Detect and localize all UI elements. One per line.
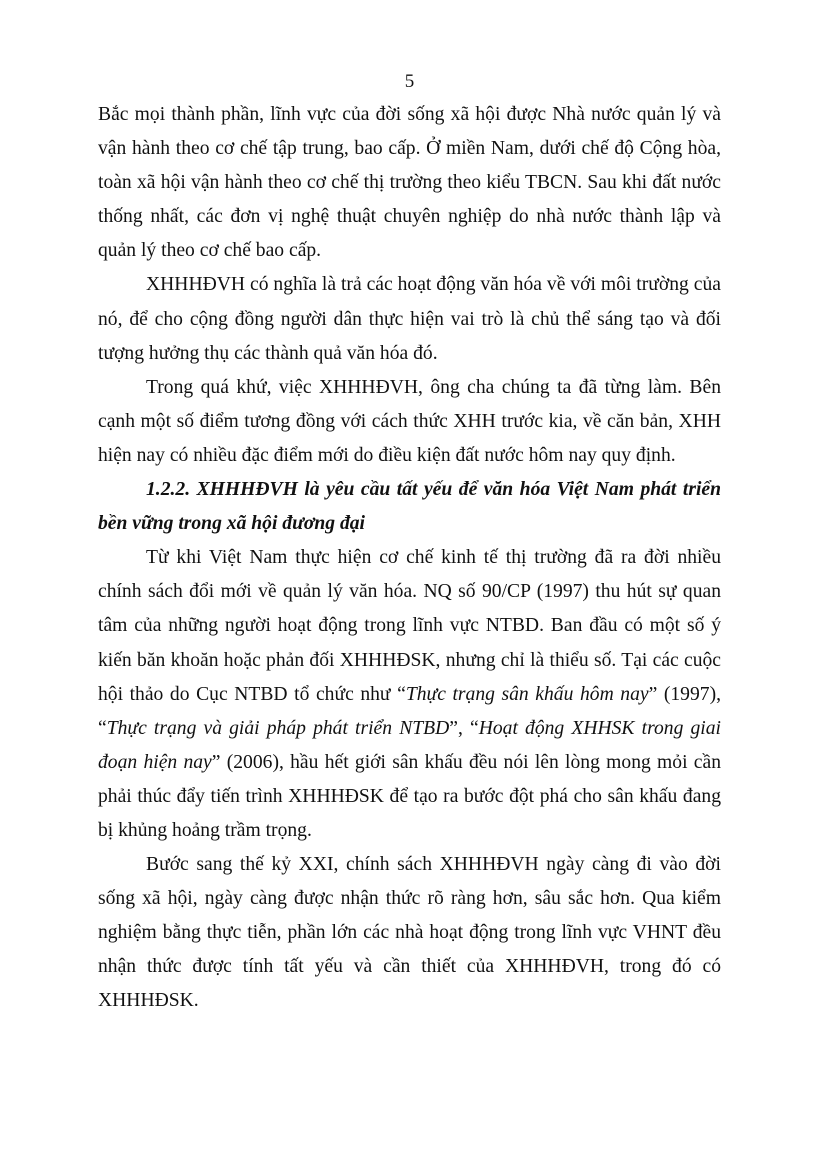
workshop-title-3: Hoạt động XHHSK trong giai đoạn hiện nay: [98, 717, 721, 773]
paragraph-history: Trong quá khứ, việc XHHHĐVH, ông cha chúng ta đã từng làm. Bên cạnh một số điểm tương đồng với cách thức XHH trước kia, về căn bản, XHH hiện nay có nhiều đặc điểm mới do điều kiện đất nước hôm nay quy định.: [98, 376, 721, 466]
workshop-title-1: Thực trạng sân khấu hôm nay: [405, 683, 649, 705]
policy-text-2: ” (1997), “: [98, 683, 722, 739]
document-body: [98, 98, 721, 1019]
workshop-title-2: Thực trạng và giải pháp phát triển NTBD: [106, 717, 450, 739]
paragraph-21st-century: Bước sang thế kỷ XXI, chính sách XHHHĐVH ngày càng đi vào đời sống xã hội, ngày càng được nhận thức rõ ràng hơn, sâu sắc hơn. Qua kiểm nghiệm bằng thực tiễn, phần lớn các nhà hoạt động trong lĩnh vực VHNT đều nhận thức được tính tất yếu và cần thiết của XHHHĐVH, trong đó có XHHHĐSK.: [98, 854, 721, 1012]
section-heading: 1.2.2. XHHHĐVH là yêu cầu tất yếu để văn hóa Việt Nam phát triển bền vững trong xã hội đương đại: [98, 479, 721, 535]
paragraph-continuation: Bắc mọi thành phần, lĩnh vực của đời sống xã hội được Nhà nước quản lý và vận hành theo cơ chế tập trung, bao cấp. Ở miền Nam, dưới chế độ Cộng hòa, toàn xã hội vận hành theo cơ chế thị trường theo kiểu TBCN. Sau khi đất nước thống nhất, các đơn vị nghệ thuật chuyên nghiệp do nhà nước thành lập và quản lý theo cơ chế bao cấp.: [98, 104, 721, 262]
policy-text-1: Từ khi Việt Nam thực hiện cơ chế kinh tế thị trường đã ra đời nhiều chính sách đổi mới về quản lý văn hóa. NQ số 90/CP (1997) thu hút sự quan tâm của những người hoạt động trong lĩnh vực NTBD. Ban đầu có một số ý kiến băn khoăn hoặc phản đối XHHHĐSK, nhưng chỉ là thiểu số. Tại các cuộc hội thảo do Cục NTBD tổ chức như “: [98, 547, 721, 705]
policy-text-3: ”, “: [449, 717, 479, 739]
paragraph-policy: [98, 541, 721, 848]
policy-text-4: ” (2006), hầu hết giới sân khấu đều nói lên lòng mong mỏi cần phải thúc đẩy tiến trình XHHHĐSK để tạo ra bước đột phá cho sân khấu đang bị khủng hoảng trầm trọng.: [98, 751, 721, 841]
paragraph-definition: XHHHĐVH có nghĩa là trả các hoạt động văn hóa về với môi trường của nó, để cho cộng đồng người dân thực hiện vai trò là chủ thể sáng tạo và đối tượng hưởng thụ các thành quả văn hóa đó.: [98, 274, 721, 364]
page-number: 5: [404, 71, 415, 92]
